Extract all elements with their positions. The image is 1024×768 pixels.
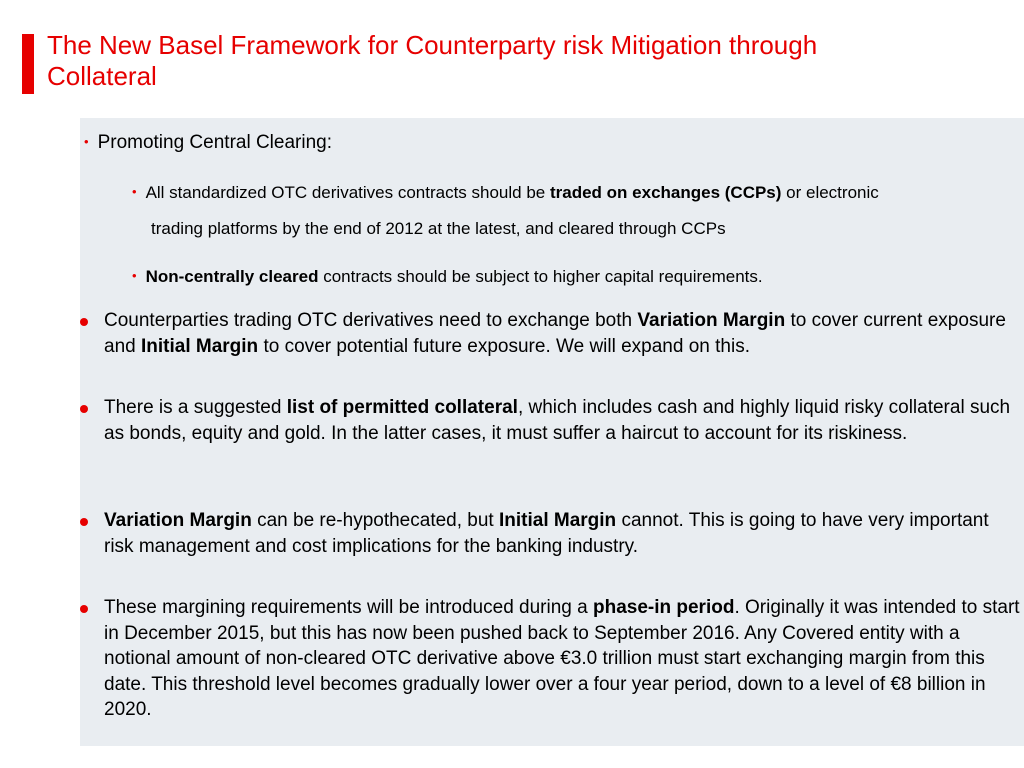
b3-text-d: cannot. This is going to have very important risk management and cost implications for the banking industry. — [104, 510, 989, 557]
title-accent-bar — [22, 34, 34, 94]
bullet-text — [104, 508, 1020, 559]
bullet-dot-icon — [80, 605, 88, 613]
b3-bold-vm: Variation Margin — [104, 510, 252, 531]
bullet-text — [104, 595, 1020, 723]
bullet-dot-icon — [80, 318, 88, 326]
bullet-dot-icon: • — [132, 184, 137, 199]
bullet-dot-icon: • — [84, 134, 89, 149]
bullet-promoting-central-clearing — [84, 130, 332, 155]
bullet-dot-icon — [80, 518, 88, 526]
b4-text-a: These margining requirements will be introduced during a — [104, 597, 593, 618]
b3-bold-im: Initial Margin — [498, 510, 617, 531]
b2-bold: list of permitted collateral — [286, 397, 518, 418]
slide-title — [47, 30, 947, 92]
b1-text-e: to cover potential future exposure. We will expand on this. — [258, 335, 750, 357]
sub1-text-a: All standardized OTC derivatives contracts should be — [145, 183, 550, 202]
bullet-phase-in-period — [80, 595, 1020, 723]
bullet-text — [104, 308, 1020, 359]
sub1-text-d: trading platforms by the end of 2012 at the latest, and cleared through CCPs — [151, 219, 726, 238]
b1-bold-im: Initial Margin — [140, 335, 259, 357]
bullet-text — [104, 395, 1020, 446]
b4-text-c: . Originally it was intended to start in December 2015, but this has now been pushed back to September 2016. Any Covered entity with a notional amount of non-cleared OTC derivative above €3.0 trillion must start exchanging margin from this date. This threshold level becomes gradually lower over a four year period, down to a level of €8 billion in 2020. — [104, 597, 1020, 720]
title-line-2: Collateral — [47, 61, 157, 91]
sub-bullet-non-centrally-cleared — [132, 258, 763, 295]
bullet-dot-icon: • — [132, 268, 137, 283]
bullet-dot-icon — [80, 405, 88, 413]
b3-text-b: can be re-hypothecated, but — [251, 510, 499, 531]
b4-bold: phase-in period — [592, 597, 735, 618]
sub1-text-c: or electronic — [781, 183, 879, 202]
bullet-text: Promoting Central Clearing: — [97, 132, 333, 153]
b1-text-c: to cover current exposure and — [104, 310, 1006, 357]
title-line-1: The New Basel Framework for Counterparty risk Mitigation through — [47, 30, 818, 60]
sub2-bold: Non-centrally cleared — [145, 267, 319, 286]
b1-text-a: Counterparties trading OTC derivatives need to exchange both — [104, 310, 638, 331]
b2-text-c: , which includes cash and highly liquid risky collateral such as bonds, equity and gold. In the latter cases, it must suffer a haircut to account for its riskiness. — [104, 397, 1011, 444]
bullet-permitted-collateral — [80, 395, 1020, 446]
sub1-bold: traded on exchanges (CCPs) — [549, 183, 782, 202]
bullet-rehypothecation — [80, 508, 1020, 559]
sub2-text-b: contracts should be subject to higher capital requirements. — [318, 267, 763, 286]
sub-bullet-standardized-otc — [132, 174, 879, 247]
bullet-variation-initial-margin — [80, 308, 1020, 359]
b1-bold-vm: Variation Margin — [637, 310, 786, 331]
b2-text-a: There is a suggested — [104, 397, 287, 418]
